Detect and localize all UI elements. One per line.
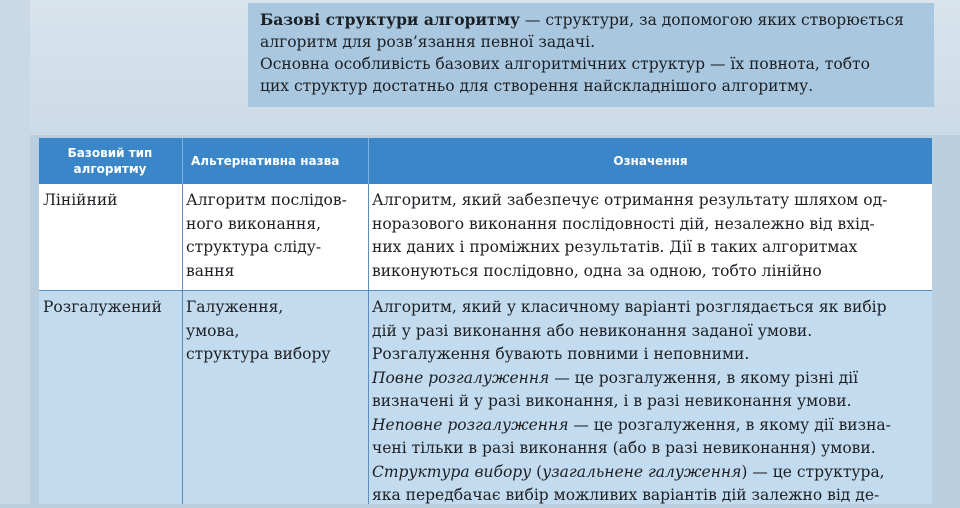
intro-line-1: [260, 9, 922, 31]
header-base-type-line2: алгоритму: [73, 162, 147, 176]
def-line: Розгалуження бувають повними і неповними.: [372, 345, 750, 363]
term-full-branch: Повне розгалуження: [372, 368, 550, 387]
intro-line-1-text: — структури, за допомогою яких створюється: [519, 11, 904, 29]
cell-type-branching: Розгалужений: [43, 298, 162, 316]
intro-term: Базові структури алгоритму: [260, 10, 520, 29]
intro-line-3: Основна особливість базових алгоритмічних структур — їх повнота, тобто: [260, 55, 870, 73]
header-base-type-line1: Базовий тип: [67, 146, 153, 160]
def-line: норазового виконання послідовності дій, незалежно від вхід-: [372, 214, 875, 233]
header-alt-name: Альтернативна назва: [191, 154, 340, 168]
def-line: дій у разі виконання або невиконання заданої умови.: [372, 321, 813, 340]
alt-line: умова,: [186, 321, 240, 340]
def-line: Алгоритм, який забезпечує отримання результату шляхом од-: [372, 191, 888, 209]
def-line-choice-structure: [372, 461, 930, 485]
def-line-full-branch: [372, 367, 930, 391]
column-divider: [368, 184, 369, 504]
def-line: них даних і проміжних результатів. Дії в таких алгоритмах: [372, 238, 858, 256]
alt-line: Галуження,: [186, 298, 284, 316]
def-line: Алгоритм, який у класичному варіанті розглядається як вибір: [372, 298, 887, 316]
cell-definition-linear: [372, 184, 930, 283]
choice-paren-open: (: [531, 462, 543, 481]
def-line: яка передбачає вибір можливих варіантів дій залежно від де-: [372, 486, 880, 504]
def-line: чені тільки в разі виконання (або в разі невиконання) умови.: [372, 439, 876, 457]
alt-line: Алгоритм послідов-: [186, 191, 347, 209]
def-line: визначені й у разі виконання, і в разі невиконання умови.: [372, 392, 852, 410]
term-generalized-branch: узагальнене галуження: [542, 462, 742, 481]
definition-box: [248, 3, 934, 107]
def-line: виконуються послідовно, одна за одною, тобто лінійно: [372, 261, 822, 280]
full-branch-text: — це розгалуження, в якому різні дії: [549, 368, 859, 387]
algorithm-structures-table: [39, 138, 932, 504]
page-margin: [0, 0, 30, 504]
alt-line: вання: [186, 261, 235, 280]
cell-alt-linear: [186, 184, 366, 283]
choice-structure-text: ) — це структура,: [741, 462, 885, 481]
alt-line: структура сліду-: [186, 238, 322, 256]
column-divider: [182, 184, 183, 504]
table-header: [39, 138, 932, 184]
intro-line-4: цих структур достатньо для створення найскладнішого алгоритму.: [260, 77, 814, 95]
term-partial-branch: Неповне розгалуження: [372, 415, 569, 434]
cell-definition-branching: [372, 291, 930, 508]
header-definition: Означення: [613, 154, 688, 168]
partial-branch-text: — це розгалуження, в якому дії визна-: [568, 415, 891, 434]
intro-line-2: алгоритм для розв’язання певної задачі.: [260, 33, 596, 51]
cell-alt-branching: [186, 291, 366, 367]
alt-line: структура вибору: [186, 345, 331, 363]
table-row-linear: [39, 184, 932, 290]
term-choice-structure: Структура вибору: [372, 462, 532, 481]
alt-line: ного виконання,: [186, 214, 322, 233]
def-line-partial-branch: [372, 414, 930, 438]
table-row-branching: [39, 291, 932, 504]
header-base-type: [39, 138, 181, 184]
cell-type-linear: Лінійний: [43, 191, 118, 209]
